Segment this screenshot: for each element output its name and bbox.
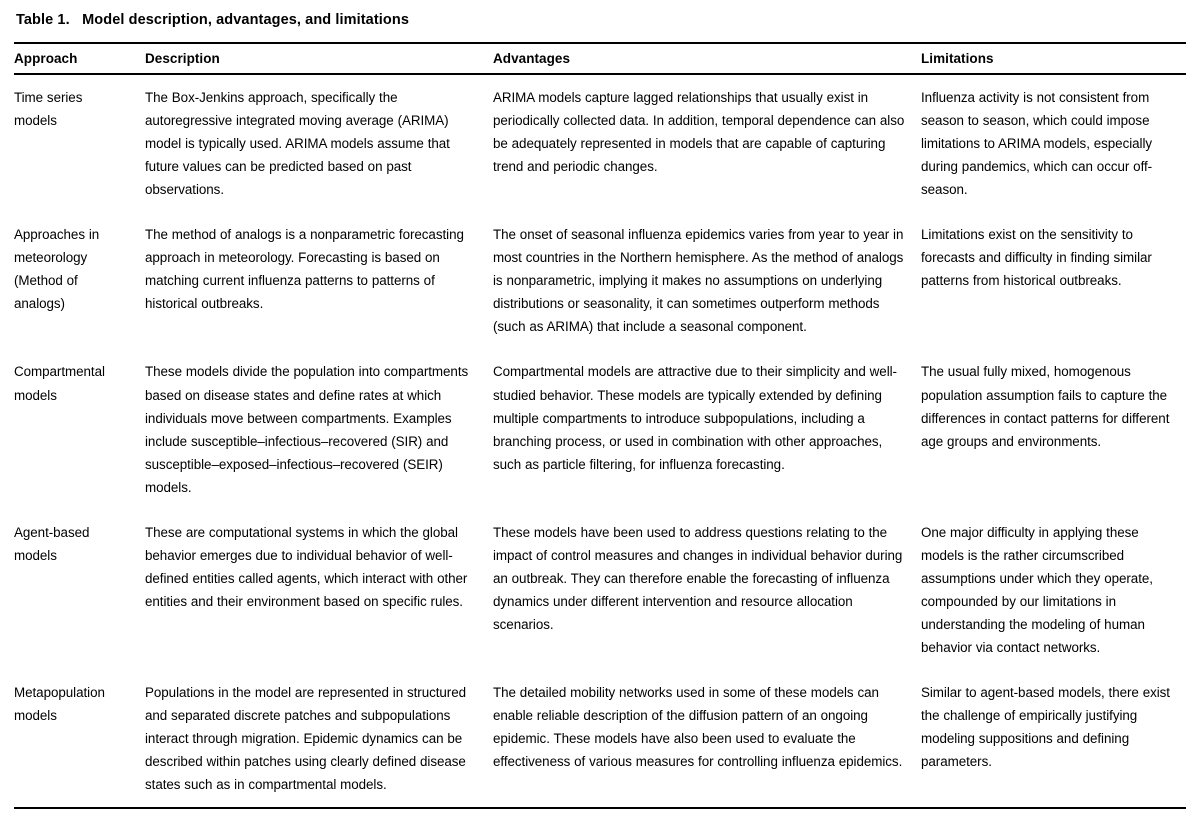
cell-approach: Agent-based models <box>14 524 90 563</box>
table-body <box>14 74 1186 808</box>
cell-description: The method of analogs is a nonparametric forecasting approach in meteorology. Forecasting is based on matching current influenza patterns to patterns of historical outbreaks. <box>145 227 464 312</box>
cell-advantages: Compartmental models are attractive due to their simplicity and well-studied behavior. These models are typically extended by defining multiple compartments to introduce subpopulations, including a branching process, or used in combination with other approaches, such as particle filtering, for influenza forecasting. <box>493 364 897 472</box>
cell-description: These are computational systems in which the global behavior emerges due to individual behavior of well-defined entities called agents, which interact with other entities and their environment based on specific rules. <box>145 524 468 609</box>
table-row <box>14 349 1186 509</box>
column-header-approach: Approach <box>14 51 78 66</box>
cell-approach: Time series models <box>14 90 83 129</box>
cell-limitations: Influenza activity is not consistent from season to season, which could impose limitations to ARIMA models, especially during pandemics, which can occur off-season. <box>921 90 1153 198</box>
cell-advantages: The onset of seasonal influenza epidemics varies from year to year in most countries in the Northern hemisphere. As the method of analogs is nonparametric, implying it makes no assumptions on underlying distributions or seasonality, it can sometimes outperform methods (such as ARIMA) that include a seasonal component. <box>493 227 904 335</box>
table-row <box>14 510 1186 670</box>
cell-approach: Approaches in meteorology (Method of analogs) <box>14 227 100 312</box>
column-header-advantages: Advantages <box>493 51 571 66</box>
cell-approach: Metapopulation models <box>14 685 105 724</box>
cell-description: These models divide the population into compartments based on disease states and define rates at which individuals move between compartments. Examples include susceptible–infectious–recovered (SIR) and susceptible–exposed–infectious–recovered (SEIR) models. <box>145 364 469 495</box>
table-row <box>14 74 1186 212</box>
table-header-row <box>14 43 1186 74</box>
table-header <box>14 43 1186 74</box>
cell-advantages: These models have been used to address questions relating to the impact of control measures and changes in individual behavior during an outbreak. They can therefore enable the forecasting of influenza dynamics under different intervention and resource allocation scenarios. <box>493 524 903 632</box>
cell-limitations: The usual fully mixed, homogenous population assumption fails to capture the differences in contact patterns for different age groups and environments. <box>921 364 1170 449</box>
column-header-limitations: Limitations <box>921 51 994 66</box>
cell-description: Populations in the model are represented in structured and separated discrete patches and subpopulations interact through migration. Epidemic dynamics can be described within patches using clearly defined disease states such as in compartmental models. <box>145 685 467 793</box>
cell-limitations: Similar to agent-based models, there exist the challenge of empirically justifying modeling suppositions and defining parameters. <box>921 685 1170 770</box>
cell-limitations: One major difficulty in applying these models is the rather circumscribed assumptions under which they operate, compounded by our limitations in understanding the modeling of human behavior via contact networks. <box>921 524 1153 655</box>
column-header-description: Description <box>145 51 220 66</box>
model-comparison-table <box>14 42 1186 809</box>
cell-limitations: Limitations exist on the sensitivity to forecasts and difficulty in finding similar patterns from historical outbreaks. <box>921 227 1152 289</box>
table-row <box>14 212 1186 349</box>
table-row <box>14 670 1186 808</box>
cell-advantages: ARIMA models capture lagged relationships that usually exist in periodically collected data. In addition, temporal dependence can also be adequately represented in models that are capable of capturing trend and periodic changes. <box>493 90 905 175</box>
table-caption: Table 1. Model description, advantages, and limitations <box>16 12 409 28</box>
cell-approach: Compartmental models <box>14 364 105 403</box>
cell-description: The Box-Jenkins approach, specifically the autoregressive integrated moving average (ARIMA) model is typically used. ARIMA models assume that future values can be predicted based on past observations. <box>145 90 450 198</box>
cell-advantages: The detailed mobility networks used in some of these models can enable reliable description of the diffusion pattern of an ongoing epidemic. These models have also been used to evaluate the effectiveness of various measures for controlling influenza epidemics. <box>493 685 903 770</box>
